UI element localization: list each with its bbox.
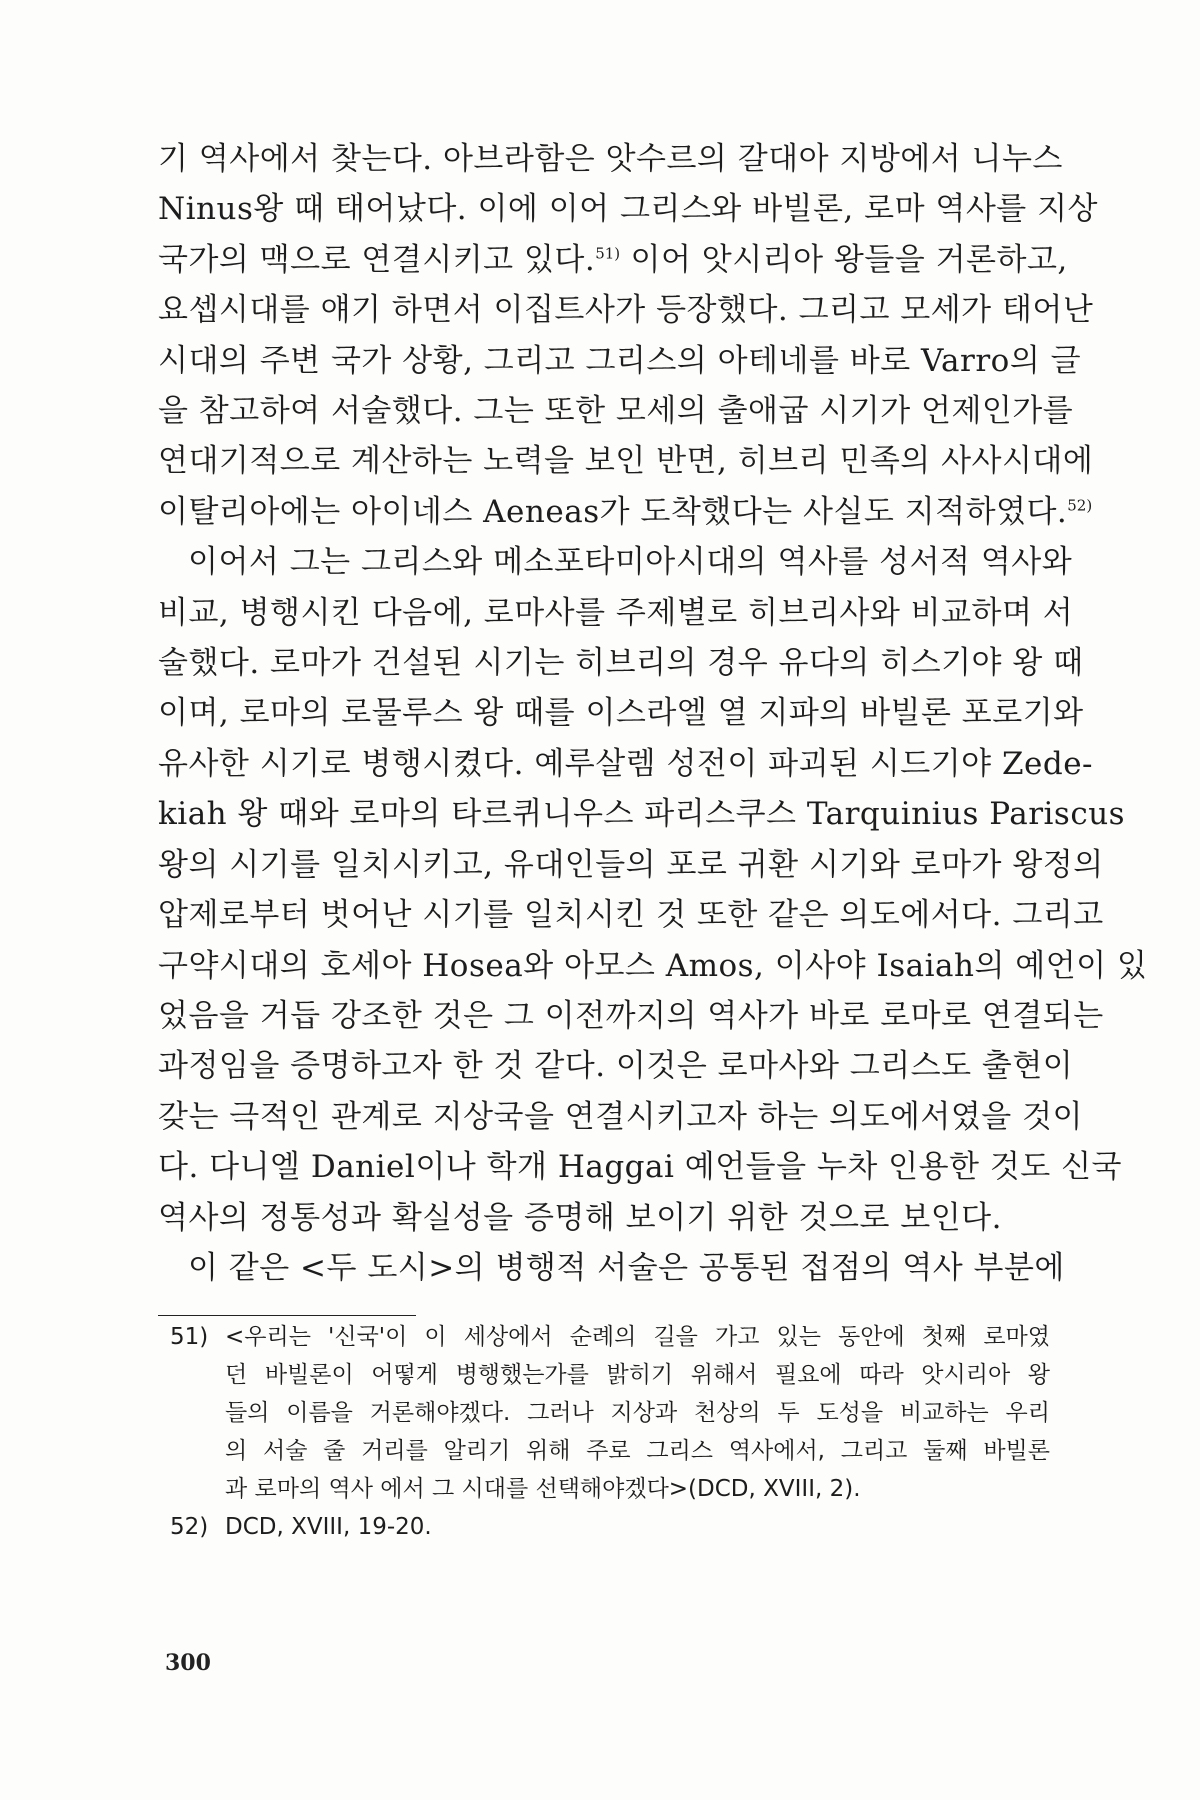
page-number: 300 xyxy=(165,1650,211,1676)
text-line: Ninus왕 때 태어났다. 이에 이어 그리스와 바빌론, 로마 역사를 지상 xyxy=(158,191,1098,228)
footnote-line: 던 바빌론이 어떻게 병행했는가를 밝히기 위해서 필요에 따라 앗시리아 왕 xyxy=(225,1362,1050,1388)
text-line: 었음을 거듭 강조한 것은 그 이전까지의 역사가 바로 로마로 연결되는 xyxy=(158,997,1104,1034)
footnote-number: 51) xyxy=(170,1324,209,1350)
text-line: 과정임을 증명하고자 한 것 같다. 이것은 로마사와 그리스도 출현이 xyxy=(158,1048,1074,1085)
text-line: 을 참고하여 서술했다. 그는 또한 모세의 출애굽 시기가 언제인가를 xyxy=(158,393,1074,430)
main-text xyxy=(158,134,1148,1293)
text-line: 이 같은 <두 도시>의 병행적 서술은 공통된 접점의 역사 부분에 xyxy=(188,1249,1065,1286)
footnote-line: 들의 이름을 거론해야겠다. 그러나 지상과 천상의 두 도성을 비교하는 우리 xyxy=(225,1400,1050,1426)
footnote-line: <우리는 '신국'이 이 세상에서 순례의 길을 가고 있는 동안에 첫째 로마였 xyxy=(225,1324,1050,1350)
paragraph-3 xyxy=(158,1243,1065,1293)
footnote-line: 의 서술 줄 거리를 알리기 위해 주로 그리스 역사에서, 그리고 둘째 바빌론 xyxy=(225,1438,1050,1464)
text-line: 이며, 로마의 로물루스 왕 때를 이스라엘 열 지파의 바빌론 포로기와 xyxy=(158,695,1084,732)
paragraph-2 xyxy=(158,537,1148,1243)
footnote-ref-52: 52) xyxy=(1067,496,1093,515)
footnote-51 xyxy=(170,1318,1050,1508)
text-segment: 이어 앗시리아 왕들을 거론하고, xyxy=(620,241,1068,278)
footnote-ref-51: 51) xyxy=(595,244,621,263)
text-line: 비교, 병행시킨 다음에, 로마사를 주제별로 히브리사와 비교하며 서 xyxy=(158,594,1074,631)
text-line: 술했다. 로마가 건설된 시기는 히브리의 경우 유다의 히스기야 왕 때 xyxy=(158,645,1084,682)
text-line: 시대의 주변 국가 상황, 그리고 그리스의 아테네를 바로 Varro의 글 xyxy=(158,342,1082,379)
footnote-line: DCD, XVIII, 19-20. xyxy=(225,1514,432,1540)
text-line: 연대기적으로 계산하는 노력을 보인 반면, 히브리 민족의 사사시대에 xyxy=(158,443,1094,480)
text-line: 다. 다니엘 Daniel이나 학개 Haggai 예언들을 누차 인용한 것도 신국 xyxy=(158,1149,1122,1186)
text-line xyxy=(158,235,1068,285)
text-line: kiah 왕 때와 로마의 타르퀴니우스 파리스쿠스 Tarquinius Pariscus xyxy=(158,796,1126,833)
text-line: 기 역사에서 찾는다. 아브라함은 앗수르의 갈대아 지방에서 니누스 xyxy=(158,141,1063,177)
text-line: 요셉시대를 얘기 하면서 이집트사가 등장했다. 그리고 모세가 태어난 xyxy=(158,292,1094,329)
text-line: 역사의 정통성과 확실성을 증명해 보이기 위한 것으로 보인다. xyxy=(158,1199,1002,1236)
footnote-number: 52) xyxy=(170,1514,209,1540)
paragraph-1 xyxy=(158,134,1098,537)
text-line: 왕의 시기를 일치시키고, 유대인들의 포로 귀환 시기와 로마가 왕정의 xyxy=(158,846,1104,883)
text-line: 구약시대의 호세아 Hosea와 아모스 Amos, 이사야 Isaiah의 예언이 있 xyxy=(158,947,1148,984)
text-line: 유사한 시기로 병행시켰다. 예루살렘 성전이 파괴된 시드기야 Zede- xyxy=(158,745,1094,782)
text-segment: 국가의 맥으로 연결시키고 있다. xyxy=(158,241,596,278)
text-line: 갖는 극적인 관계로 지상국을 연결시키고자 하는 의도에서였을 것이 xyxy=(158,1098,1083,1135)
footnote-separator xyxy=(158,1315,416,1316)
text-line xyxy=(158,487,1093,537)
text-line: 압제로부터 벗어난 시기를 일치시킨 것 또한 같은 의도에서다. 그리고 xyxy=(158,897,1104,934)
text-line: 이어서 그는 그리스와 메소포타미아시대의 역사를 성서적 역사와 xyxy=(188,544,1073,581)
text-segment: 이탈리아에는 아이네스 Aeneas가 도착했다는 사실도 지적하였다. xyxy=(158,493,1068,530)
footnotes xyxy=(170,1318,1050,1546)
footnote-52 xyxy=(170,1508,1050,1546)
footnote-line: 과 로마의 역사 에서 그 시대를 선택해야겠다>(DCD, XVIII, 2). xyxy=(225,1476,861,1502)
